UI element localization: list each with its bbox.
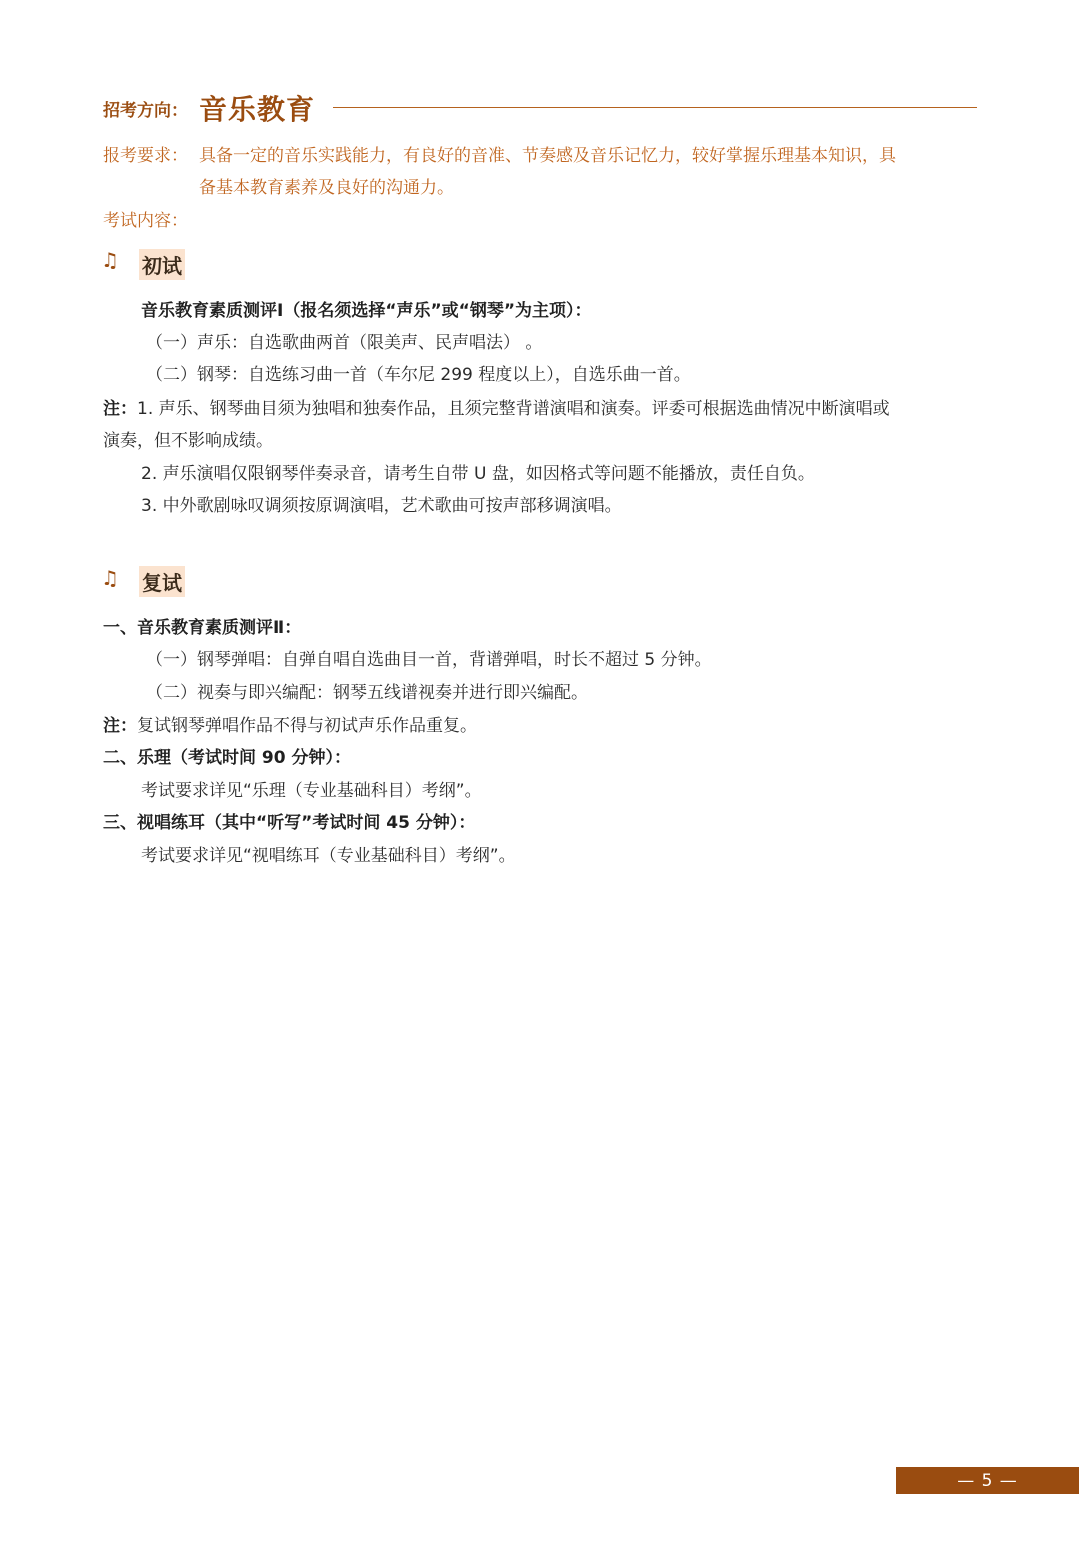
retest-title: 复试 <box>139 566 185 597</box>
music-note-icon: ♫ <box>101 566 119 590</box>
direction-title: 音乐教育 <box>199 93 316 126</box>
preliminary-note-1 <box>103 394 890 419</box>
retest-section-1-heading: 一、音乐教育素质测评Ⅱ： <box>103 618 302 638</box>
retest-note <box>103 711 477 736</box>
exam-content-label: 考试内容： <box>103 211 188 231</box>
note-1-text: 1. 声乐、钢琴曲目须为独唱和独奏作品，且须完整背谱演唱和演奏。评委可根据选曲情况中断演唱或 <box>137 399 890 419</box>
page-number: — 5 — <box>896 1467 1079 1494</box>
requirements-text-line2: 备基本教育素养及良好的沟通力。 <box>199 178 454 198</box>
note-label: 注： <box>103 716 137 736</box>
preliminary-heading: 音乐教育素质测评Ⅰ（报名须选择“声乐”或“钢琴”为主项）： <box>141 301 592 321</box>
preliminary-title: 初试 <box>139 249 185 280</box>
requirements-text-line1: 具备一定的音乐实践能力，有良好的音准、节奏感及音乐记忆力，较好掌握乐理基本知识，具 <box>199 146 896 166</box>
retest-section-3-heading: 三、视唱练耳（其中“听写”考试时间 45 分钟）： <box>103 813 476 833</box>
music-note-icon: ♫ <box>101 248 119 272</box>
retest-section-2-heading: 二、乐理（考试时间 90 分钟）： <box>103 748 351 768</box>
preliminary-note-1-cont: 演奏，但不影响成绩。 <box>103 431 273 451</box>
retest-note-text: 复试钢琴弹唱作品不得与初试声乐作品重复。 <box>137 716 477 736</box>
retest-section-3-text: 考试要求详见“视唱练耳（专业基础科目）考纲”。 <box>141 846 516 866</box>
header-divider <box>333 107 977 108</box>
note-label: 注： <box>103 399 137 419</box>
preliminary-item-vocal: （一）声乐：自选歌曲两首（限美声、民声唱法） 。 <box>146 333 543 353</box>
direction-label: 招考方向： <box>103 101 188 121</box>
preliminary-note-2: 2. 声乐演唱仅限钢琴伴奏录音，请考生自带 U 盘，如因格式等问题不能播放，责任自负。 <box>141 464 815 484</box>
requirements-label: 报考要求： <box>103 146 188 166</box>
retest-item-piano-singing: （一）钢琴弹唱：自弹自唱自选曲目一首，背谱弹唱，时长不超过 5 分钟。 <box>146 650 712 670</box>
preliminary-item-piano: （二）钢琴：自选练习曲一首（车尔尼 299 程度以上），自选乐曲一首。 <box>146 365 691 385</box>
retest-section-2-text: 考试要求详见“乐理（专业基础科目）考纲”。 <box>141 781 482 801</box>
preliminary-note-3: 3. 中外歌剧咏叹调须按原调演唱，艺术歌曲可按声部移调演唱。 <box>141 496 622 516</box>
retest-item-sight-reading: （二）视奏与即兴编配：钢琴五线谱视奏并进行即兴编配。 <box>146 683 588 703</box>
